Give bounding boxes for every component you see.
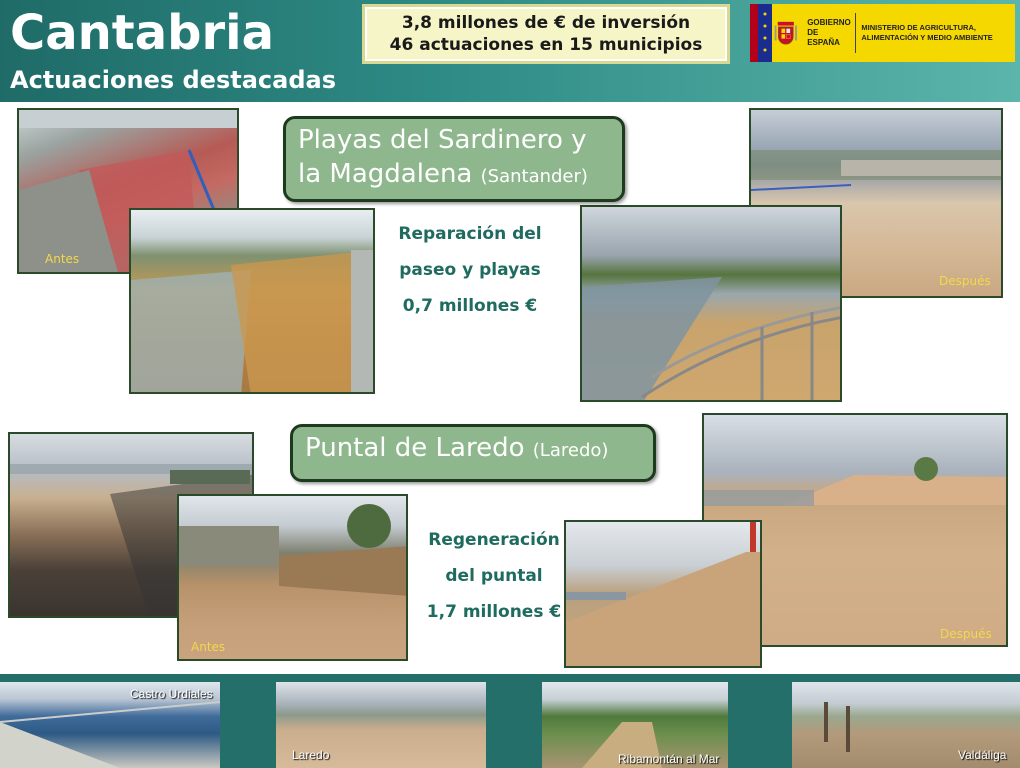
thumb-label: Valdáliga bbox=[958, 748, 1007, 762]
actions-line: 46 actuaciones en 15 municipios bbox=[389, 35, 703, 55]
laredo-title: Puntal de Laredo bbox=[305, 433, 525, 463]
sardinero-before-photo-2 bbox=[129, 208, 375, 394]
after-caption: Después bbox=[939, 274, 991, 288]
investment-summary-box bbox=[362, 4, 730, 64]
coat-of-arms-icon bbox=[774, 13, 798, 53]
header-bar bbox=[0, 0, 1020, 102]
sardinero-title-place: (Santander) bbox=[480, 166, 588, 187]
sardinero-desc-line2: paseo y playas bbox=[399, 260, 541, 280]
before-caption: Antes bbox=[45, 252, 80, 266]
government-logo bbox=[750, 4, 1015, 62]
logo-divider bbox=[855, 13, 856, 53]
page-subtitle: Actuaciones destacadas bbox=[10, 66, 336, 94]
gov-label: GOBIERNO DE ESPAÑA bbox=[807, 18, 851, 47]
sardinero-title-line1: Playas del Sardinero y bbox=[298, 125, 587, 155]
laredo-section-title bbox=[290, 424, 656, 482]
ministry-label: MINISTERIO DE AGRICULTURA, ALIMENTACIÓN Y MEDIO AMBIENTE bbox=[861, 23, 993, 42]
footer-thumb-valdaliga bbox=[792, 682, 1020, 768]
laredo-description bbox=[414, 522, 574, 630]
sardinero-description bbox=[380, 216, 560, 324]
footer-thumb-castro-urdiales bbox=[0, 682, 220, 768]
thumb-label: Ribamontán al Mar bbox=[618, 752, 720, 766]
laredo-before-photo-2 bbox=[177, 494, 408, 661]
laredo-desc-line1: Regeneración bbox=[428, 530, 560, 550]
footer-thumb-laredo bbox=[276, 682, 486, 768]
footer-thumb-ribamontan bbox=[542, 682, 728, 768]
investment-line: 3,8 millones de € de inversión bbox=[401, 13, 691, 33]
thumb-label: Castro Urdiales bbox=[130, 687, 213, 701]
sardinero-investment: 0,7 millones € bbox=[402, 296, 538, 316]
before-caption-2: Antes bbox=[191, 640, 226, 654]
page-title: Cantabria bbox=[10, 5, 274, 61]
thumb-label: Laredo bbox=[292, 748, 330, 762]
sardinero-section-title bbox=[283, 116, 625, 202]
sardinero-title-line2: la Magdalena bbox=[298, 159, 473, 189]
laredo-after-photo-2 bbox=[564, 520, 762, 668]
laredo-title-place: (Laredo) bbox=[532, 440, 609, 461]
eu-flag-icon bbox=[750, 4, 764, 62]
laredo-desc-line2: del puntal bbox=[445, 566, 543, 586]
after-caption-2: Después bbox=[940, 627, 992, 641]
laredo-investment: 1,7 millones € bbox=[426, 602, 562, 622]
sardinero-desc-line1: Reparación del bbox=[398, 224, 542, 244]
sardinero-after-photo-2 bbox=[580, 205, 842, 402]
